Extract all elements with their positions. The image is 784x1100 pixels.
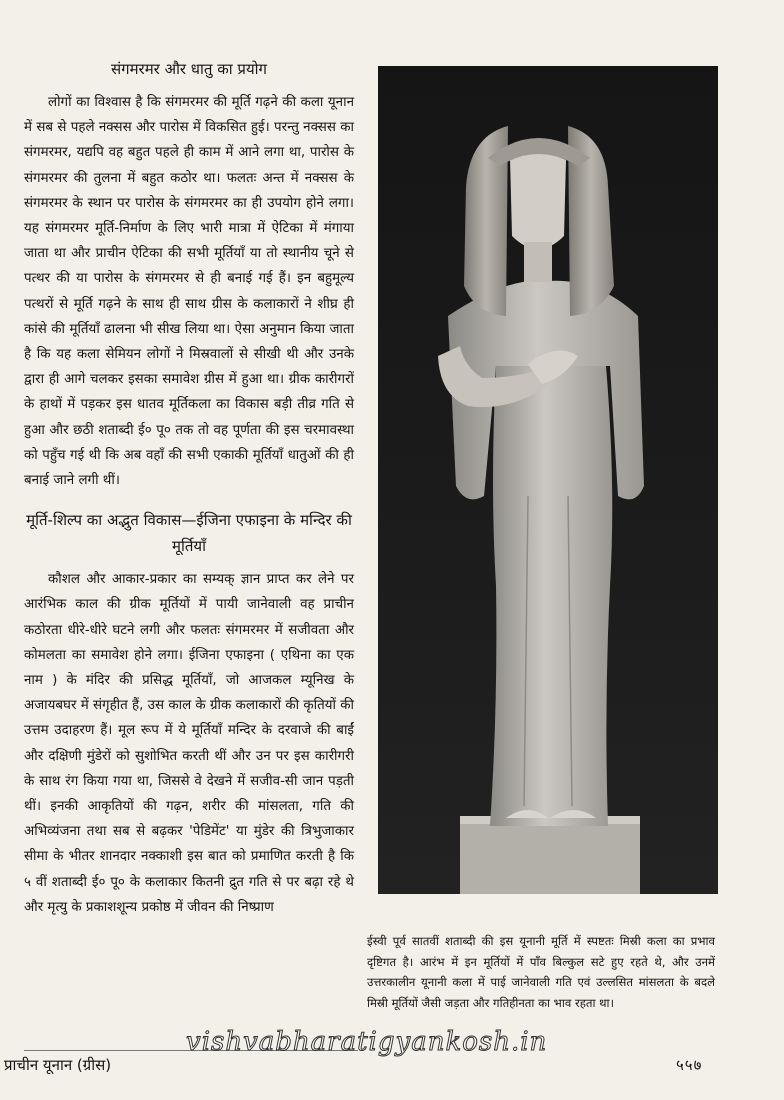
section1-paragraph: लोगों का विश्वास है कि संगमरमर की मूर्ति गढ़ने की कला यूनान में सब से पहले नक्सस और पारोस में विकसित हुई। परन्तु नक्सस का संगमरमर, यद्यपि वह बहुत पहले ही काम में आने लगा था, पारोस के संगमरमर की तुलना में बहुत कठोर था। फलतः अन्त में नक्सस के संगमरमर के स्थान पर पारोस के संगमरमर का ही उपयोग होने लगा। यह संगमरमर मूर्ति-निर्माण के लिए भारी मात्रा में ऐटिका में मंगाया जाता था और प्राचीन ऐटिका की सभी मूर्तियाँ या तो स्थानीय चूने से पत्थर की या पारोस के संगमरमर से ही बनाई गई हैं। इन बहुमूल्य पत्थरों से मूर्ति गढ़ने के साथ ही साथ ग्रीस के कलाकारों ने शीघ्र ही कांसे की मूर्तियाँ ढालना भी सीख लिया था। ऐसा अनुमान किया जाता है कि यह कला सेमियन लोगों ने मिस्रवालों से सीखी थी और उनके द्वारा ही आगे चलकर इसका समावेश ग्रीस में हुआ था। ग्रीक कारीगरों के हाथों में पड़कर इस धातव मूर्तिकला का विकास बड़ी तीव्र गति से हुआ और छठी शताब्दी ई० पू० तक तो वह पूर्णता की इस चरमावस्था को पहुँच गई थी कि अब वहाँ की सभी एकाकी मूर्तियाँ धातुओं की ही बनाई जाने लगी थीं।	[24, 95, 354, 489]
section-heading-sculpture-development: मूर्ति-शिल्प का अद्भुत विकास—ईजिना एफाइना के मन्दिर की मूर्तियाँ	[26, 511, 352, 556]
statue-figure-illustration	[378, 66, 718, 894]
site-watermark: vishvabharatigyankosh.in	[186, 1027, 548, 1057]
left-text-column	[24, 58, 354, 920]
section2-paragraph: कौशल और आकार-प्रकार का सम्यक् ज्ञान प्राप्त कर लेने पर आरंभिक काल की ग्रीक मूर्तियों में पायी जानेवाली वह प्राचीन कठोरता धीरे-धीरे घटने लगी और फलतः संगमरमर में सजीवता और कोमलता का समावेश होने लगा। ईजिना एफाइना ( एथिना का एक नाम ) के मंदिर की प्रसिद्ध मूर्तियाँ, जो आजकल म्यूनिख के अजायबघर में संगृहीत हैं, उस काल के ग्रीक कलाकारों की कृतियों की उत्तम उदाहरण हैं। मूल रूप में ये मूर्तियाँ मन्दिर के दरवाजे की बाईं और दक्षिणी मुंडेरों को सुशोभित करती थीं और उन पर इस कारीगरी के साथ रंग किया गया था, जिससे वे देखने में सजीव-सी जान पड़ती थीं। इनकी आकृतियों की गढ़न, शरीर की मांसलता, गति की अभिव्यंजना तथा सब से बढ़कर 'पेडिमेंट' या मुंडेर की त्रिभुजाकार सीमा के भीतर शानदार नक्काशी इस बात को प्रमाणित करती है कि ५ वीं शताब्दी ई० पू० के कलाकार कितनी द्रुत गति से पर बढ़ा रहे थे और मृत्यु के प्रकाशशून्य प्रकोष्ठ में जीवन की निष्प्राण	[24, 572, 354, 915]
statue-photograph	[378, 66, 718, 894]
photo-caption: ईस्वी पूर्व सातवीं शताब्दी की इस यूनानी मूर्ति में स्पष्टतः मिस्री कला का प्रभाव दृष्टिगत है। आरंभ में इन मूर्तियों में पाँव बिल्कुल सटे हुए रहते थे, और उनमें उत्तरकालीन यूनानी कला में पाई जानेवाली गति एवं उल्लसित मांसलता के बदले मिस्री मूर्तियों जैसी जड़ता और गतिहीनता का भाव रहता था।	[367, 934, 715, 1010]
section-heading-marble-metal: संगमरमर और धातु का प्रयोग	[111, 60, 267, 78]
page-number: ५५७	[676, 1056, 703, 1074]
running-footer-title: प्राचीन यूनान (ग्रीस)	[4, 1056, 112, 1074]
